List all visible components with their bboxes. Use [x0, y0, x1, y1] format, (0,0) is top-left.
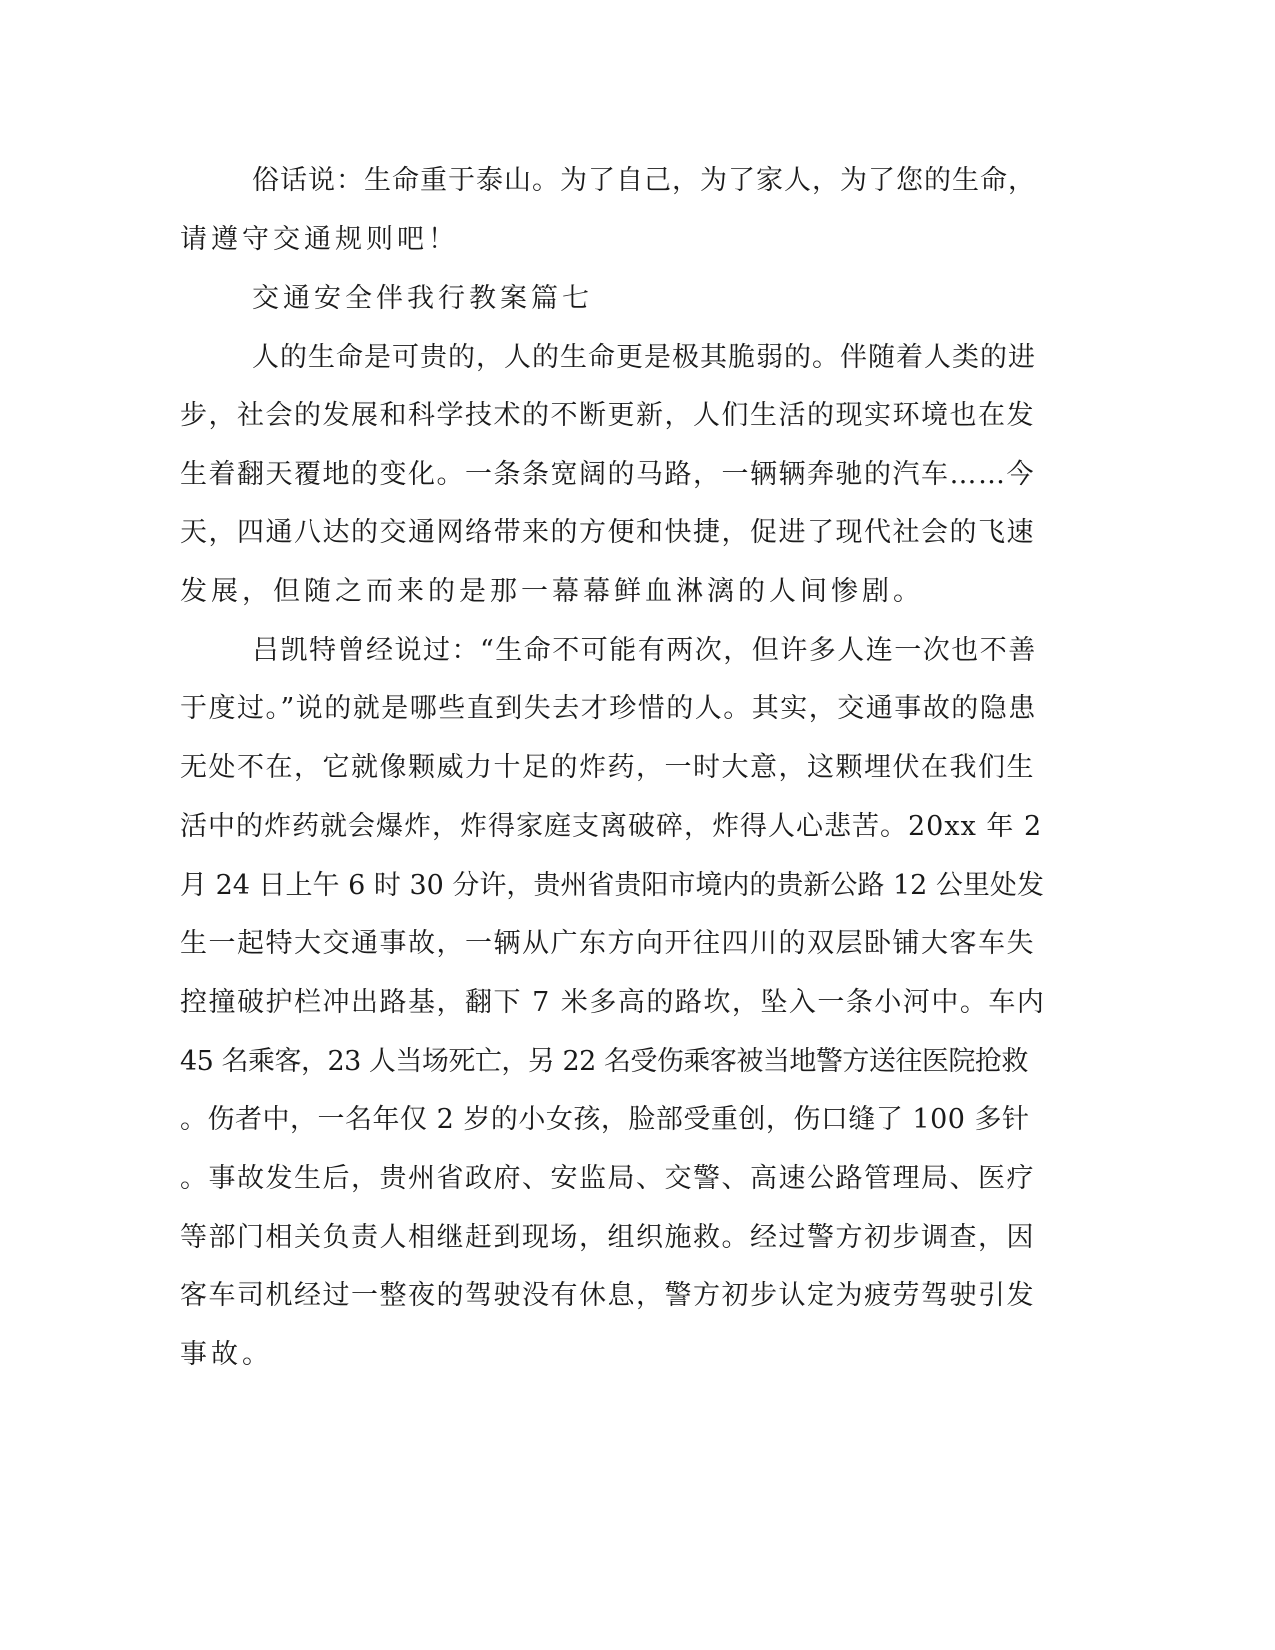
text-line: 活中的炸药就会爆炸，炸得家庭支离破碎，炸得人心悲苦。20xx 年 2 — [180, 811, 1043, 842]
text-line: 生着翻天覆地的变化。一条条宽阔的马路，一辆辆奔驰的汽车……今 — [180, 459, 1035, 490]
text-line: 俗话说：生命重于泰山。为了自己，为了家人，为了您的生命， — [252, 165, 1036, 196]
text-line: 请遵守交通规则吧！ — [180, 224, 459, 255]
text-line: 控撞破护栏冲出路基，翻下 7 米多高的路坎，坠入一条小河中。车内 — [180, 987, 1046, 1018]
text-line: 步，社会的发展和科学技术的不断更新，人们生活的现实环境也在发 — [180, 400, 1035, 431]
text-line: 等部门相关负责人相继赶到现场，组织施救。经过警方初步调查，因 — [180, 1222, 1035, 1253]
text-line: 月 24 日上午 6 时 30 分许，贵州省贵阳市境内的贵新公路 12 公里处发 — [180, 870, 1044, 901]
text-line: 于度过。”说的就是哪些直到失去才珍惜的人。其实，交通事故的隐患 — [180, 693, 1037, 724]
text-line: 。事故发生后，贵州省政府、安监局、交警、高速公路管理局、医疗 — [180, 1163, 1035, 1194]
text-line: 事故。 — [180, 1339, 273, 1370]
text-line: 人的生命是可贵的，人的生命更是极其脆弱的。伴随着人类的进 — [252, 342, 1036, 373]
text-line: 生一起特大交通事故，一辆从广东方向开往四川的双层卧铺大客车失 — [180, 928, 1035, 959]
text-line: 客车司机经过一整夜的驾驶没有休息，警方初步认定为疲劳驾驶引发 — [180, 1280, 1035, 1311]
text-line: 45 名乘客，23 人当场死亡，另 22 名受伤乘客被当地警方送往医院抢救 — [180, 1046, 1028, 1077]
text-line: 发展，但随之而来的是那一幕幕鲜血淋漓的人间惨剧。 — [180, 576, 924, 607]
text-line: 吕凯特曾经说过：“生命不可能有两次，但许多人连一次也不善 — [252, 635, 1037, 666]
text-line: 。伤者中，一名年仅 2 岁的小女孩，脸部受重创，伤口缝了 100 多针 — [180, 1104, 1030, 1135]
text-line: 天，四通八达的交通网络带来的方便和快捷，促进了现代社会的飞速 — [180, 517, 1035, 548]
text-line: 无处不在，它就像颗威力十足的炸药，一时大意，这颗埋伏在我们生 — [180, 752, 1035, 783]
section-heading: 交通安全伴我行教案篇七 — [252, 283, 593, 314]
